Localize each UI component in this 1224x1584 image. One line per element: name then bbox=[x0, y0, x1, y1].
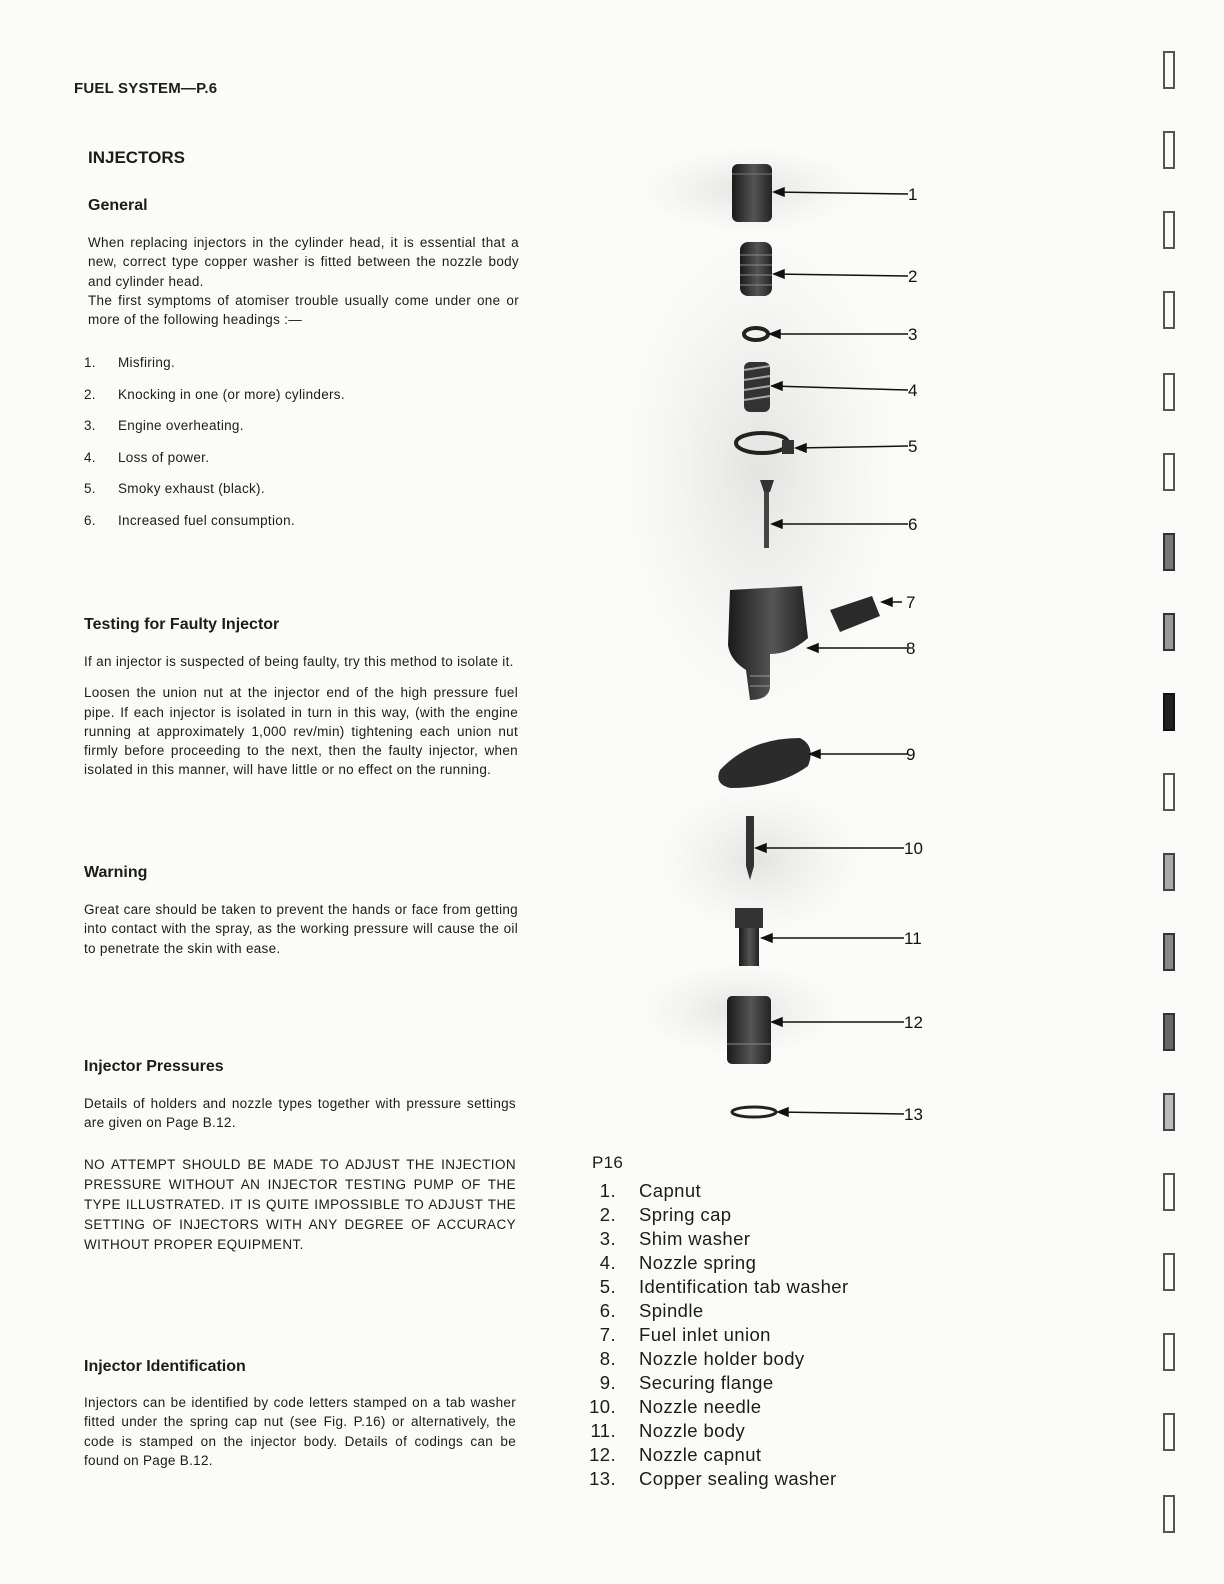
binder-ring-icon bbox=[1158, 772, 1180, 812]
pressures-text: Details of holders and nozzle types together with pressure settings are given on Page B.12. bbox=[84, 1096, 516, 1131]
securing-flange-part bbox=[718, 738, 810, 788]
list-item bbox=[84, 387, 524, 419]
callout-label: 10 bbox=[904, 839, 923, 858]
binder-ring-icon bbox=[1158, 1494, 1180, 1534]
testing-paragraph: Loosen the union nut at the injector end of the high pressure fuel pipe. If each injector is isolated in turn in this way, (with the engine running at approximately 1,000 rev/min) tightening each union nut firmly before proceeding to the next, then the faulty injector, when isolated in this manner, will have little or no effect on the running. bbox=[84, 685, 518, 778]
part-number: 8. bbox=[599, 1348, 616, 1369]
warning-text: Great care should be taken to prevent the hands or face from getting into contact with the spray, as the working pressure will cause the oil to penetrate the skin with ease. bbox=[84, 902, 518, 956]
part-number: 6. bbox=[599, 1300, 616, 1321]
list-item bbox=[586, 1444, 849, 1468]
part-name: Securing flange bbox=[639, 1372, 774, 1393]
part-name: Shim washer bbox=[639, 1228, 751, 1249]
injector-exploded-diagram bbox=[590, 140, 970, 1160]
part-number: 10. bbox=[589, 1396, 616, 1417]
heading-general: General bbox=[88, 197, 148, 214]
binder-ring-icon bbox=[1158, 1332, 1180, 1372]
nozzle-capnut-part bbox=[727, 996, 771, 1064]
part-name: Nozzle holder body bbox=[639, 1348, 805, 1369]
binder-ring-icon bbox=[1158, 210, 1180, 250]
list-item bbox=[586, 1396, 849, 1420]
item-text: Loss of power. bbox=[118, 449, 210, 465]
pressures-caution: NO ATTEMPT SHOULD BE MADE TO ADJUST THE INJECTION PRESSURE WITHOUT AN INJECTOR TESTING PUMP OF THE TYPE ILLUSTRATED. IT IS QUITE IMPOSSIBLE TO ADJUST THE SETTING OF INJECTORS WITH ANY DEGREE OF ACCURACY WITHOUT PROPER EQUIPMENT. bbox=[84, 1157, 516, 1252]
list-item bbox=[586, 1468, 849, 1492]
callout-label: 3 bbox=[908, 325, 918, 344]
item-number: 2. bbox=[84, 386, 96, 402]
binder-ring-icon bbox=[1158, 130, 1180, 170]
part-number: 11. bbox=[590, 1420, 616, 1441]
list-item bbox=[586, 1324, 849, 1348]
list-item bbox=[586, 1252, 849, 1276]
item-number: 6. bbox=[84, 512, 96, 528]
callout-label: 9 bbox=[906, 745, 916, 764]
part-number: 12. bbox=[589, 1444, 616, 1465]
callout-label: 8 bbox=[906, 639, 916, 658]
testing-paragraph: If an injector is suspected of being faulty, try this method to isolate it. bbox=[84, 654, 514, 669]
part-name: Copper sealing washer bbox=[639, 1468, 837, 1489]
binder-ring-icon bbox=[1158, 1172, 1180, 1212]
part-name: Nozzle capnut bbox=[639, 1444, 762, 1465]
part-number: 7. bbox=[599, 1324, 616, 1345]
binder-ring-icon bbox=[1158, 532, 1180, 572]
item-text: Misfiring. bbox=[118, 355, 176, 370]
part-number: 3. bbox=[599, 1228, 616, 1249]
part-number: 9. bbox=[599, 1372, 616, 1393]
part-name: Fuel inlet union bbox=[639, 1324, 771, 1345]
part-name: Spindle bbox=[639, 1300, 704, 1321]
list-item bbox=[84, 355, 524, 387]
part-name: Capnut bbox=[639, 1180, 702, 1201]
list-item bbox=[84, 513, 524, 545]
callout-label: 11 bbox=[904, 929, 922, 948]
part-number: 1. bbox=[599, 1180, 616, 1201]
heading-testing: Testing for Faulty Injector bbox=[84, 616, 280, 633]
part-name: Nozzle spring bbox=[639, 1252, 757, 1273]
list-item bbox=[586, 1420, 849, 1444]
heading-warning: Warning bbox=[84, 864, 148, 881]
parts-list bbox=[586, 1180, 849, 1492]
part-name: Nozzle needle bbox=[639, 1396, 762, 1417]
binder-ring-icon bbox=[1158, 1252, 1180, 1292]
callout-label: 13 bbox=[904, 1105, 923, 1124]
list-item bbox=[84, 481, 524, 513]
item-text: Knocking in one (or more) cylinders. bbox=[118, 386, 345, 402]
part-number: 13. bbox=[589, 1468, 616, 1489]
general-paragraph: When replacing injectors in the cylinder head, it is essential that a new, correct type copper washer is fitted between the nozzle body and cylinder head. bbox=[88, 235, 519, 289]
part-name: Spring cap bbox=[639, 1204, 732, 1225]
binder-ring-icon bbox=[1158, 1092, 1180, 1132]
part-number: 5. bbox=[599, 1276, 616, 1297]
binder-ring-icon bbox=[1158, 372, 1180, 412]
binder-ring-icon bbox=[1158, 1012, 1180, 1052]
identification-text: Injectors can be identified by code letters stamped on a tab washer fitted under the spring cap nut (see Fig. P.16) or alternatively, the code is stamped on the injector body. Details of codings can be found on Page B.12. bbox=[84, 1395, 516, 1468]
binder-ring-icon bbox=[1158, 612, 1180, 652]
list-item bbox=[586, 1348, 849, 1372]
item-number: 4. bbox=[84, 449, 96, 465]
list-item bbox=[586, 1228, 849, 1252]
figure-label: P16 bbox=[592, 1153, 624, 1172]
part-number: 2. bbox=[599, 1204, 616, 1225]
page-header: FUEL SYSTEM—P.6 bbox=[74, 80, 218, 97]
part-name: Nozzle body bbox=[639, 1420, 746, 1441]
part-number: 4. bbox=[599, 1252, 616, 1273]
callout-label: 12 bbox=[904, 1013, 923, 1032]
testing-text bbox=[84, 652, 518, 780]
callout-label: 2 bbox=[908, 267, 918, 286]
list-item bbox=[586, 1204, 849, 1228]
callout-label: 5 bbox=[908, 437, 918, 456]
nozzle-spring-part bbox=[744, 362, 770, 412]
spring-cap-part bbox=[740, 242, 772, 296]
binder-ring-icon bbox=[1158, 452, 1180, 492]
general-text bbox=[88, 233, 519, 329]
heading-pressures: Injector Pressures bbox=[84, 1058, 224, 1075]
binder-ring-icon bbox=[1158, 1412, 1180, 1452]
general-paragraph: The first symptoms of atomiser trouble usually come under one or more of the following headings :— bbox=[88, 292, 519, 328]
symptoms-list bbox=[84, 355, 524, 545]
section-title-injectors: INJECTORS bbox=[88, 148, 185, 167]
list-item bbox=[84, 450, 524, 482]
binder-ring-icon bbox=[1158, 290, 1180, 330]
item-text: Increased fuel consumption. bbox=[118, 512, 295, 528]
list-item bbox=[586, 1300, 849, 1324]
copper-washer-part bbox=[732, 1107, 776, 1117]
nozzle-body-part bbox=[735, 908, 763, 966]
list-item bbox=[84, 418, 524, 450]
list-item bbox=[586, 1372, 849, 1396]
callout-label: 1 bbox=[908, 185, 918, 204]
callout-numbers bbox=[904, 185, 923, 1124]
list-item bbox=[586, 1276, 849, 1300]
binder-ring-icon bbox=[1158, 692, 1180, 732]
part-name: Identification tab washer bbox=[639, 1276, 849, 1297]
capnut-part bbox=[732, 164, 772, 222]
callout-label: 4 bbox=[908, 381, 918, 400]
item-text: Engine overheating. bbox=[118, 418, 244, 434]
item-number: 5. bbox=[84, 481, 96, 497]
list-item bbox=[586, 1180, 849, 1204]
item-number: 1. bbox=[84, 355, 96, 370]
binder-ring-icon bbox=[1158, 50, 1180, 90]
item-number: 3. bbox=[84, 418, 96, 434]
binder-ring-icon bbox=[1158, 932, 1180, 972]
heading-identification: Injector Identification bbox=[84, 1358, 246, 1375]
binder-ring-icon bbox=[1158, 852, 1180, 892]
item-text: Smoky exhaust (black). bbox=[118, 481, 265, 497]
callout-label: 7 bbox=[906, 593, 916, 612]
callout-label: 6 bbox=[908, 515, 918, 534]
